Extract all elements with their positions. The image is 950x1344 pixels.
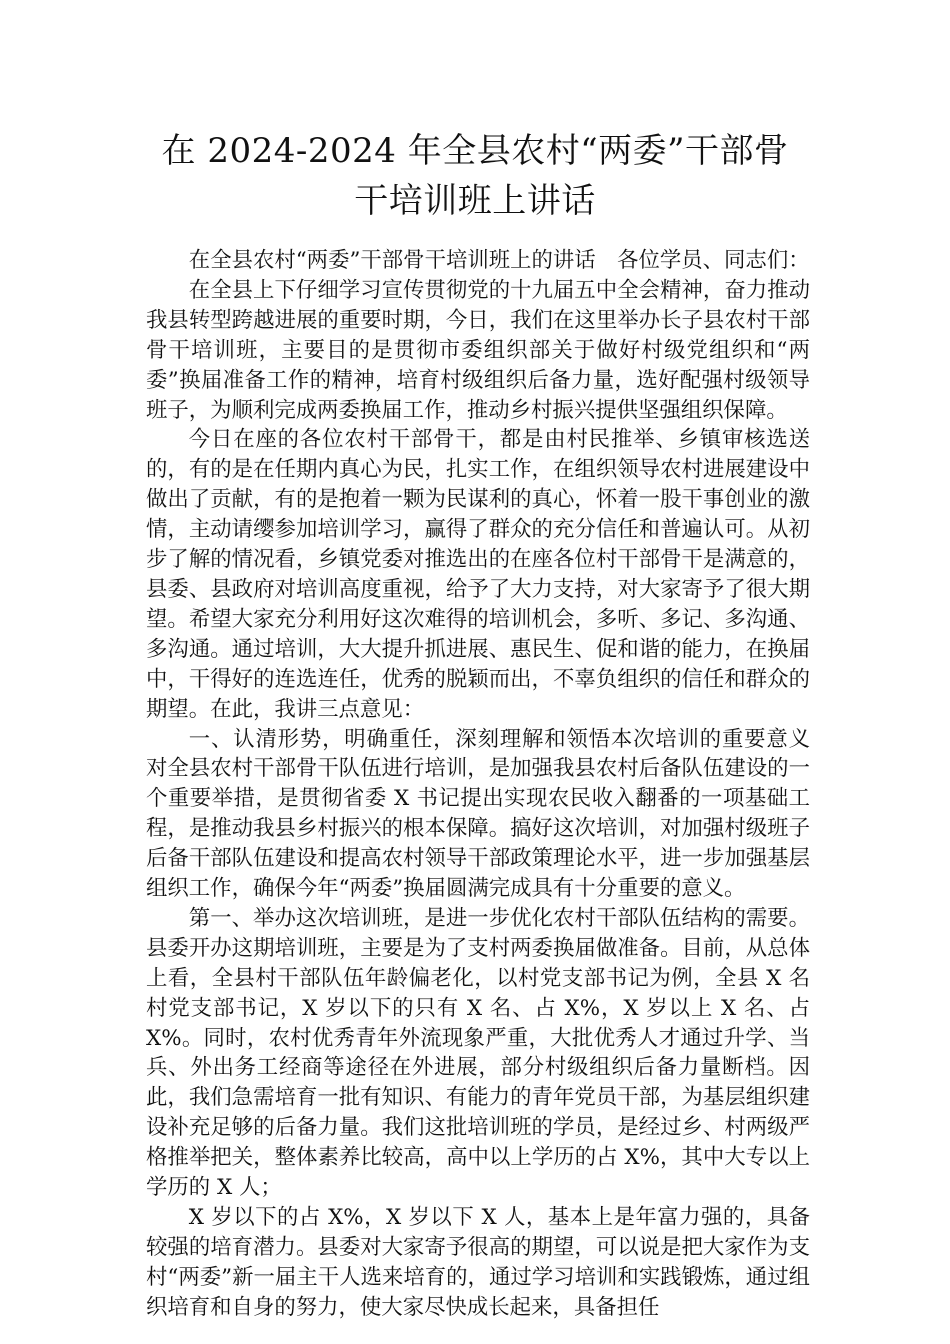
paragraph-point-one: 第一、举办这次培训班，是进一步优化农村干部队伍结构的需要。县委开办这期培训班，主要是为了支村两委换届做准备。目前，从总体上看，全县村干部队伍年龄偏老化，以村党支部书记为例，全县 X 名村党支部书记，X 岁以下的只有 X 名、占 X%，X 岁以上 X 名、占 X%。同时，农村优秀青年外流现象严重，大批优秀人才通过升学、当兵、外出务工经商等途径在外进展，部分村级组织后备力量断档。因此，我们急需培育一批有知识、有能力的青年党员干部，为基层组织建设补充足够的后备力量。我们这批培训班的学员，是经过乡、村两级严格推举把关，整体素养比较高，高中以上学历的占 X%，其中大专以上学历的 X 人； bbox=[146, 905, 810, 1201]
paragraph-section-one: 一、认清形势，明确重任，深刻理解和领悟本次培训的重要意义 对全县农村干部骨干队伍进行培训，是加强我县农村后备队伍建设的一个重要举措，是贯彻省委 X 书记提出实现农民收入翻番的一项基础工程，是推动我县乡村振兴的根本保障。搞好这次培训，对加强村级班子后备干部队伍建设和提高农村领导干部政策理论水平，进一步加强基层组织工作，确保今年“两委”换届圆满完成具有十分重要的意义。 bbox=[146, 726, 810, 902]
document-body bbox=[146, 246, 810, 1323]
paragraph-potential: X 岁以下的占 X%，X 岁以下 X 人，基本上是年富力强的，具备较强的培育潜力。县委对大家寄予很高的期望，可以说是把大家作为支村“两委”新一届主干人选来培育的，通过学习培训和实践锻炼，通过组织培育和自身的努力，使大家尽快成长起来，具备担任 bbox=[146, 1205, 810, 1320]
paragraph-attendees: 今日在座的各位农村干部骨干，都是由村民推举、乡镇审核选送的，有的是在任期内真心为民，扎实工作，在组织领导农村进展建设中做出了贡献，有的是抱着一颗为民谋利的真心，怀着一股干事创业的激情，主动请缨参加培训学习，赢得了群众的充分信任和普遍认可。从初步了解的情况看，乡镇党委对推选出的在座各位村干部骨干是满意的，县委、县政府对培训高度重视，给予了大力支持，对大家寄予了很大期望。希望大家充分利用好这次难得的培训机会，多听、多记、多沟通、多沟通。通过培训，大大提升抓进展、惠民生、促和谐的能力，在换届中，干得好的连选连任，优秀的脱颖而出，不辜负组织的信任和群众的期望。在此，我讲三点意见： bbox=[146, 427, 810, 722]
title-line-1: 在 2024-2024 年全县农村“两委”干部骨 bbox=[161, 131, 789, 171]
paragraph-purpose: 在全县上下仔细学习宣传贯彻党的十九届五中全会精神，奋力推动我县转型跨越进展的重要时期，今日，我们在这里举办长子县农村干部骨干培训班，主要目的是贯彻市委组织部关于做好村级党组织和“两委”换届准备工作的精神，培育村级组织后备力量，选好配强村级领导班子，为顺利完成两委换届工作，推动乡村振兴提供坚强组织保障。 bbox=[146, 277, 810, 423]
title-line-2: 干培训班上讲话 bbox=[354, 181, 596, 221]
document-title bbox=[120, 126, 830, 226]
paragraph-greeting: 在全县农村“两委”干部骨干培训班上的讲话 各位学员、同志们： bbox=[188, 248, 810, 273]
